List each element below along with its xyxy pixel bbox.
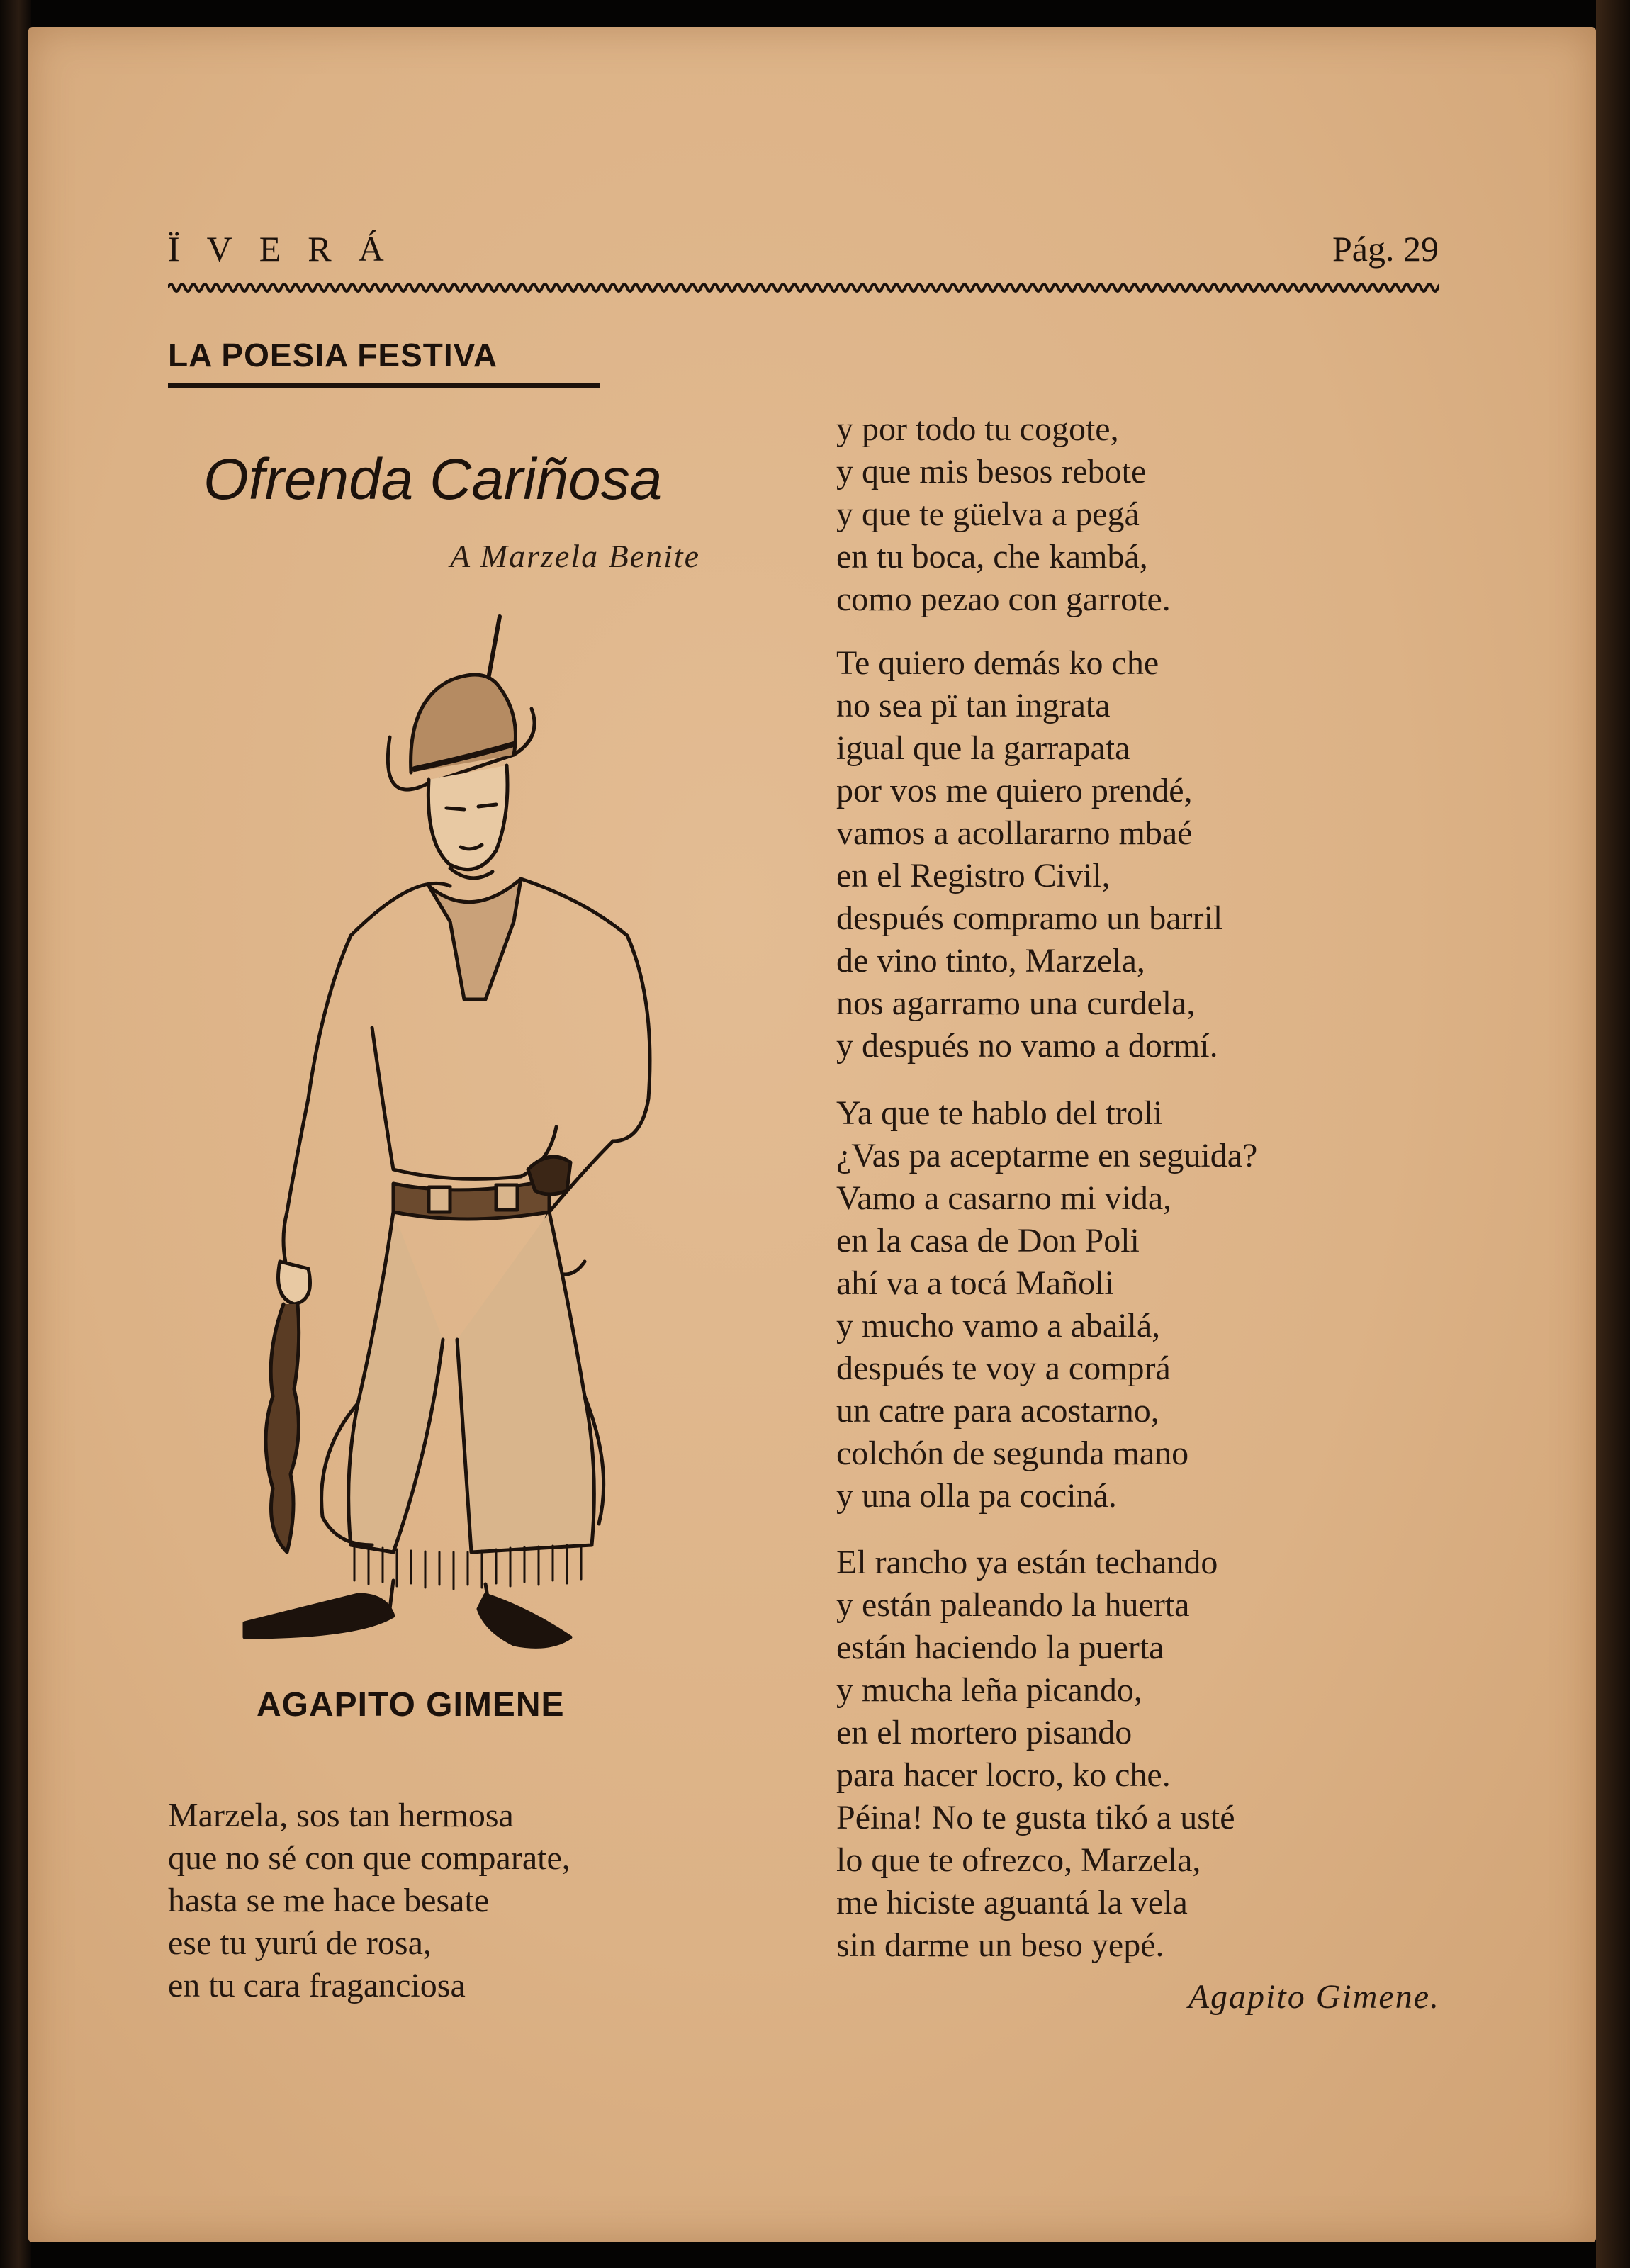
poem-line: ese tu yurú de rosa, [168,1924,432,1962]
poem-line: Te quiero demás ko che [836,644,1159,682]
poem-line: Marzela, sos tan hermosa [168,1797,514,1834]
poem-line: Péina! No te gusta tikó a usté [836,1799,1235,1836]
poem-line: ahí va a tocá Mañoli [836,1264,1114,1302]
poem-line: en tu cara fraganciosa [168,1967,466,2004]
book-spine [0,0,31,2268]
poem-line: y están paleando la huerta [836,1586,1190,1624]
poem-dedication: A Marzela Benite [450,538,701,574]
page-number: Pág. 29 [1332,229,1439,269]
poem-line: en tu boca, che kambá, [836,538,1148,576]
poem-signature: Agapito Gimene. [1188,1978,1440,2016]
poem-line: nos agarramo una curdela, [836,984,1196,1022]
illustration-caption: AGAPITO GIMENE [257,1686,565,1724]
poem-line: en la casa de Don Poli [836,1222,1140,1259]
poem-line: por vos me quiero prendé, [836,772,1193,809]
poem-line: están haciendo la puerta [836,1629,1164,1666]
poem-title: Ofrenda Cariñosa [203,447,663,512]
gaucho-figure-illustration [216,602,677,1666]
poem-line: Vamo a casarno mi vida, [836,1179,1172,1217]
poem-line: en el Registro Civil, [836,857,1111,894]
poem-line: me hiciste aguantá la vela [836,1884,1188,1921]
poem-line: y que te güelva a pegá [836,495,1140,533]
poem-line: y mucha leña picando, [836,1671,1142,1709]
section-underline [168,383,600,388]
wavy-rule [168,279,1439,296]
poem-line: después te voy a comprá [836,1349,1171,1387]
poem-line: no sea pï tan ingrata [836,687,1111,724]
poem-line: como pezao con garrote. [836,580,1171,618]
running-head: ÏVERÁ [168,229,411,269]
page-edge [1596,0,1630,2268]
poem-line: Ya que te hablo del troli [836,1094,1163,1132]
poem-stanza-4 [836,1092,1257,1517]
poem-line: después compramo un barril [836,899,1223,937]
poem-line: para hacer locro, ko che. [836,1756,1171,1794]
poem-stanza-2 [836,408,1171,621]
poem-line: y por todo tu cogote, [836,410,1119,448]
poem-line: hasta se me hace besate [168,1882,490,1919]
poem-line: El rancho ya están techando [836,1544,1218,1581]
poem-line: lo que te ofrezco, Marzela, [836,1841,1201,1879]
poem-line: un catre para acostarno, [836,1392,1159,1430]
poem-line: y una olla pa cociná. [836,1477,1117,1515]
section-title: LA POESIA FESTIVA [168,337,498,374]
poem-line: de vino tinto, Marzela, [836,942,1145,979]
poem-stanza-1 [168,1795,570,2007]
poem-line: y mucho vamo a abailá, [836,1307,1161,1344]
poem-line: en el mortero pisando [836,1714,1132,1751]
poem-stanza-5 [836,1542,1235,1967]
poem-line: y después no vamo a dormí. [836,1027,1218,1065]
poem-line: igual que la garrapata [836,729,1130,767]
poem-line: colchón de segunda mano [836,1435,1189,1472]
poem-line: que no sé con que comparate, [168,1839,570,1877]
poem-line: vamos a acollararno mbaé [836,814,1193,852]
poem-line: ¿Vas pa aceptarme en seguida? [836,1137,1258,1174]
poem-stanza-3 [836,642,1222,1067]
poem-line: y que mis besos rebote [836,453,1147,490]
poem-line: sin darme un beso yepé. [836,1926,1164,1964]
